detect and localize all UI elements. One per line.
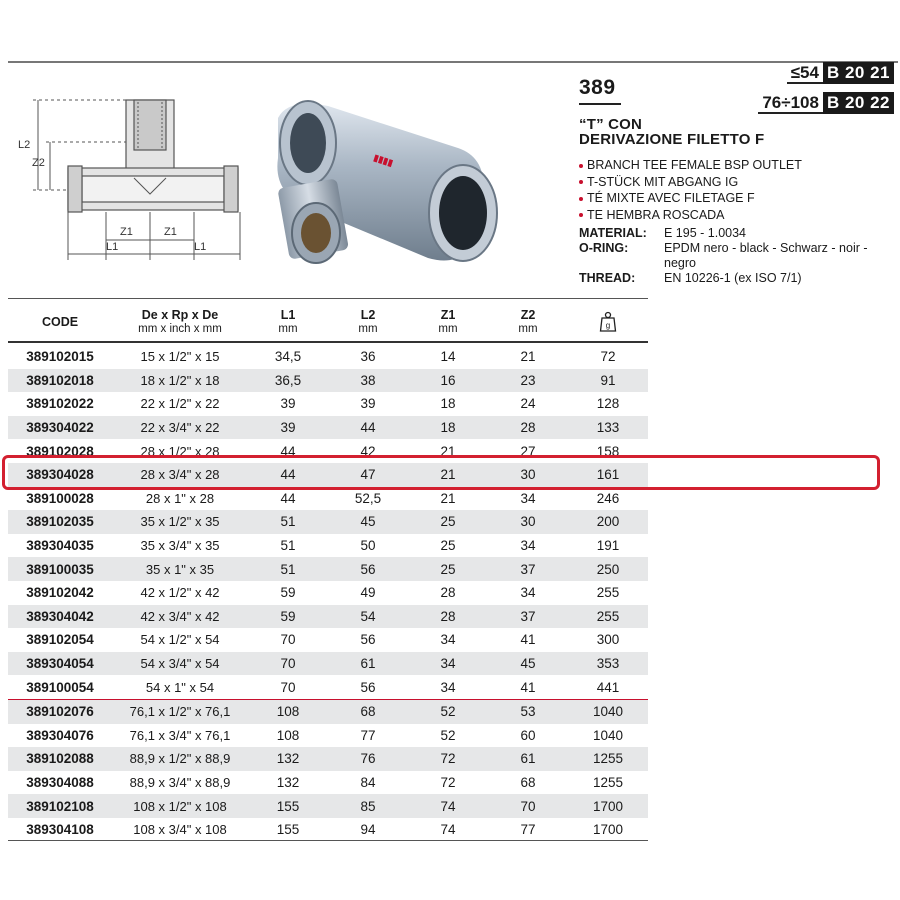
cell-z2: 70	[520, 798, 536, 814]
header-l1: L1 mm	[278, 308, 298, 335]
cell-weight: 158	[596, 443, 620, 459]
table-row	[8, 581, 648, 605]
cell-z1: 25	[440, 514, 456, 530]
cell-l2: 85	[360, 798, 376, 814]
cell-code: 389102042	[26, 585, 94, 601]
table-body	[8, 345, 648, 841]
cell-z1: 28	[440, 585, 456, 601]
table-row	[8, 628, 648, 652]
cell-z2: 41	[520, 679, 536, 695]
cell-dimensions: 18 x 1/2" x 18	[140, 372, 220, 388]
table-header	[8, 305, 648, 339]
cell-code: 389102018	[26, 372, 94, 388]
header-l2: L2 mm	[358, 308, 378, 335]
cell-z2: 30	[520, 467, 536, 483]
table-row	[8, 747, 648, 771]
cell-z2: 21	[520, 349, 536, 365]
cell-weight: 1255	[592, 751, 624, 767]
cell-z1: 16	[440, 372, 456, 388]
cell-l2: 56	[360, 632, 376, 648]
cell-weight: 200	[596, 514, 620, 530]
badge-range: ≤54	[787, 62, 823, 84]
cell-z2: 37	[520, 561, 536, 577]
cell-code: 389304042	[26, 608, 94, 624]
cell-dimensions: 35 x 1/2" x 35	[140, 514, 220, 530]
cell-dimensions: 42 x 3/4" x 42	[140, 608, 220, 624]
cell-z1: 34	[440, 632, 456, 648]
cell-l2: 36	[360, 349, 376, 365]
cell-l2: 94	[360, 822, 376, 838]
cell-l1: 51	[280, 561, 296, 577]
cell-l2: 76	[360, 751, 376, 767]
cell-z1: 52	[440, 704, 456, 720]
cell-l2: 56	[360, 679, 376, 695]
cell-l2: 50	[360, 538, 376, 554]
cell-l2: 77	[360, 727, 376, 743]
cell-l2: 56	[360, 561, 376, 577]
cell-z2: 24	[520, 396, 536, 412]
cell-l2: 61	[360, 656, 376, 672]
table-row	[8, 724, 648, 748]
cell-code: 389304022	[26, 420, 94, 436]
cell-code: 389100028	[26, 490, 94, 506]
cell-dimensions: 22 x 1/2" x 22	[140, 396, 220, 412]
cell-l1: 51	[280, 514, 296, 530]
table-row	[8, 771, 648, 795]
cell-l1: 132	[276, 774, 300, 790]
header-weight	[568, 305, 648, 339]
cell-weight: 353	[596, 656, 620, 672]
cell-l1: 39	[280, 396, 296, 412]
cell-z1: 14	[440, 349, 456, 365]
table-row	[8, 369, 648, 393]
cell-l2: 54	[360, 608, 376, 624]
cell-z1: 25	[440, 561, 456, 577]
table-row	[8, 510, 648, 534]
cell-l1: 108	[276, 727, 300, 743]
cell-z2: 77	[520, 822, 536, 838]
cell-z1: 72	[440, 774, 456, 790]
description-es: TE HEMBRA ROSCADA	[579, 207, 802, 224]
table-row	[8, 557, 648, 581]
cell-z2: 41	[520, 632, 536, 648]
spec-oring	[579, 241, 894, 271]
cell-z1: 25	[440, 538, 456, 554]
cell-weight: 191	[596, 538, 620, 554]
spec-value: EPDM nero - black - Schwarz - noir - negro	[664, 241, 868, 270]
cell-l1: 59	[280, 585, 296, 601]
product-photo	[268, 88, 518, 273]
product-title-line1: “T” CON	[579, 116, 643, 133]
cell-code: 389102076	[26, 704, 94, 720]
cell-l1: 44	[280, 443, 296, 459]
cell-code: 389102054	[26, 632, 94, 648]
weight-unit: g	[605, 321, 611, 330]
cell-code: 389304054	[26, 656, 94, 672]
spec-material	[579, 226, 894, 241]
cell-code: 389304108	[26, 822, 94, 838]
cell-l1: 70	[280, 656, 296, 672]
product-title-line2: DERIVAZIONE FILETTO F	[579, 131, 765, 148]
cell-dimensions: 42 x 1/2" x 42	[140, 585, 220, 601]
drawing-label-l1-left: L1	[106, 241, 119, 253]
spec-value: EN 10226-1 (ex ISO 7/1)	[664, 271, 802, 285]
cell-dimensions: 28 x 3/4" x 28	[140, 467, 220, 483]
cell-l2: 47	[360, 467, 376, 483]
cell-l2: 68	[360, 704, 376, 720]
cell-z1: 21	[440, 443, 456, 459]
cell-z2: 68	[520, 774, 536, 790]
cell-l2: 45	[360, 514, 376, 530]
cell-code: 389102028	[26, 443, 94, 459]
highlighted-row-outline	[2, 455, 880, 490]
cell-weight: 1700	[592, 822, 624, 838]
cell-dimensions: 88,9 x 3/4" x 88,9	[129, 774, 231, 790]
table-row	[8, 794, 648, 818]
spec-value: E 195 - 1.0034	[664, 226, 747, 240]
size-badge-small	[787, 62, 894, 84]
cell-code: 389304088	[26, 774, 94, 790]
cell-z1: 21	[440, 490, 456, 506]
drawing-label-z1-right: Z1	[164, 226, 177, 238]
cell-z2: 27	[520, 443, 536, 459]
cell-z2: 61	[520, 751, 536, 767]
cell-l2: 39	[360, 396, 376, 412]
cell-z1: 34	[440, 679, 456, 695]
description-de: T-STÜCK MIT ABGANG IG	[579, 174, 802, 191]
cell-dimensions: 76,1 x 1/2" x 76,1	[129, 704, 231, 720]
cell-dimensions: 54 x 1" x 54	[145, 679, 215, 695]
cell-dimensions: 35 x 1" x 35	[145, 561, 215, 577]
cell-l1: 44	[280, 467, 296, 483]
cell-z2: 53	[520, 704, 536, 720]
table-bottom-rule	[8, 840, 648, 841]
cell-dimensions: 54 x 1/2" x 54	[140, 632, 220, 648]
svg-text:▮▮▮▮: ▮▮▮▮	[372, 152, 395, 169]
table-row	[8, 392, 648, 416]
cell-l2: 84	[360, 774, 376, 790]
cell-l2: 38	[360, 372, 376, 388]
product-code: 389	[579, 76, 616, 99]
header-dimensions: De x Rp x De mm x inch x mm	[138, 308, 222, 335]
cell-weight: 1040	[592, 727, 624, 743]
technical-drawing	[8, 82, 248, 272]
cell-z1: 52	[440, 727, 456, 743]
cell-code: 389102088	[26, 751, 94, 767]
cell-code: 389102108	[26, 798, 94, 814]
cell-weight: 255	[596, 608, 620, 624]
cell-dimensions: 76,1 x 3/4" x 76,1	[129, 727, 231, 743]
cell-l1: 44	[280, 490, 296, 506]
cell-z1: 74	[440, 798, 456, 814]
cell-z1: 74	[440, 822, 456, 838]
cell-weight: 128	[596, 396, 620, 412]
cell-z2: 34	[520, 585, 536, 601]
cell-z2: 28	[520, 420, 536, 436]
table-row	[8, 699, 648, 724]
cell-dimensions: 54 x 3/4" x 54	[140, 656, 220, 672]
cell-code: 389100035	[26, 561, 94, 577]
drawing-label-z1-left: Z1	[120, 226, 133, 238]
cell-dimensions: 28 x 1" x 28	[145, 490, 215, 506]
cell-z2: 34	[520, 490, 536, 506]
cell-z1: 72	[440, 751, 456, 767]
table-row	[8, 675, 648, 699]
badge-range: 76÷108	[758, 92, 823, 114]
cell-l2: 52,5	[354, 490, 382, 506]
cell-dimensions: 108 x 1/2" x 108	[133, 798, 227, 814]
cell-z1: 18	[440, 420, 456, 436]
size-badge-large	[758, 92, 894, 114]
cell-z2: 37	[520, 608, 536, 624]
cell-l1: 155	[276, 798, 300, 814]
cell-z2: 60	[520, 727, 536, 743]
table-row	[8, 605, 648, 629]
cell-code: 389100054	[26, 679, 94, 695]
cell-z1: 34	[440, 656, 456, 672]
drawing-label-l1-right: L1	[194, 241, 207, 253]
cell-z1: 28	[440, 608, 456, 624]
spec-thread	[579, 271, 894, 286]
cell-l1: 36,5	[274, 372, 302, 388]
spec-label: O-RING:	[579, 241, 629, 255]
cell-weight: 133	[596, 420, 620, 436]
header-code: CODE	[41, 315, 79, 329]
cell-l1: 70	[280, 632, 296, 648]
cell-z1: 21	[440, 467, 456, 483]
cell-l1: 59	[280, 608, 296, 624]
product-title	[579, 117, 764, 147]
table-row	[8, 652, 648, 676]
drawing-label-z2: Z2	[32, 157, 45, 169]
cell-l2: 44	[360, 420, 376, 436]
translation-list	[579, 157, 802, 223]
cell-code: 389304028	[26, 467, 94, 483]
cell-weight: 300	[596, 632, 620, 648]
spec-label: THREAD:	[579, 271, 636, 285]
cell-dimensions: 35 x 3/4" x 35	[140, 538, 220, 554]
product-code-underline	[579, 103, 621, 105]
cell-code: 389304035	[26, 538, 94, 554]
table-row	[8, 818, 648, 842]
cell-z2: 30	[520, 514, 536, 530]
description-en: BRANCH TEE FEMALE BSP OUTLET	[579, 157, 802, 174]
cell-dimensions: 15 x 1/2" x 15	[140, 349, 220, 365]
cell-l2: 42	[360, 443, 376, 459]
cell-weight: 161	[596, 467, 620, 483]
cell-weight: 441	[596, 679, 620, 695]
cell-weight: 1700	[592, 798, 624, 814]
cell-code: 389102035	[26, 514, 94, 530]
table-row	[8, 416, 648, 440]
cell-dimensions: 28 x 1/2" x 28	[140, 443, 220, 459]
cell-code: 389102022	[26, 396, 94, 412]
cell-weight: 255	[596, 585, 620, 601]
table-header-rule	[8, 341, 648, 343]
cell-weight: 1040	[592, 704, 624, 720]
header-z2: Z2 mm	[518, 308, 538, 335]
cell-dimensions: 22 x 3/4" x 22	[140, 420, 220, 436]
cell-weight: 1255	[592, 774, 624, 790]
cell-dimensions: 108 x 3/4" x 108	[133, 822, 227, 838]
cell-weight: 72	[600, 349, 616, 365]
cell-z2: 34	[520, 538, 536, 554]
cell-l1: 70	[280, 679, 296, 695]
description-fr: TÉ MIXTE AVEC FILETAGE F	[579, 190, 802, 207]
drawing-label-l2: L2	[18, 139, 31, 151]
spec-label: MATERIAL:	[579, 226, 647, 240]
cell-l1: 39	[280, 420, 296, 436]
cell-l1: 132	[276, 751, 300, 767]
cell-z1: 18	[440, 396, 456, 412]
table-row	[8, 345, 648, 369]
cell-l1: 155	[276, 822, 300, 838]
weight-icon	[599, 311, 617, 333]
cell-l1: 108	[276, 704, 300, 720]
cell-code: 389102015	[26, 349, 94, 365]
cell-code: 389304076	[26, 727, 94, 743]
spec-list	[579, 226, 894, 286]
cell-z2: 23	[520, 372, 536, 388]
header-z1: Z1 mm	[438, 308, 458, 335]
cell-l1: 34,5	[274, 349, 302, 365]
table-row	[8, 487, 648, 511]
cell-dimensions: 88,9 x 1/2" x 88,9	[129, 751, 231, 767]
cell-weight: 250	[596, 561, 620, 577]
table-top-rule	[8, 298, 648, 299]
table-row	[8, 534, 648, 558]
badge-code: B 20 21	[823, 62, 894, 84]
top-divider	[8, 61, 898, 63]
cell-l1: 51	[280, 538, 296, 554]
cell-weight: 91	[600, 372, 616, 388]
cell-z2: 45	[520, 656, 536, 672]
badge-code: B 20 22	[823, 92, 894, 114]
cell-weight: 246	[596, 490, 620, 506]
cell-l2: 49	[360, 585, 376, 601]
